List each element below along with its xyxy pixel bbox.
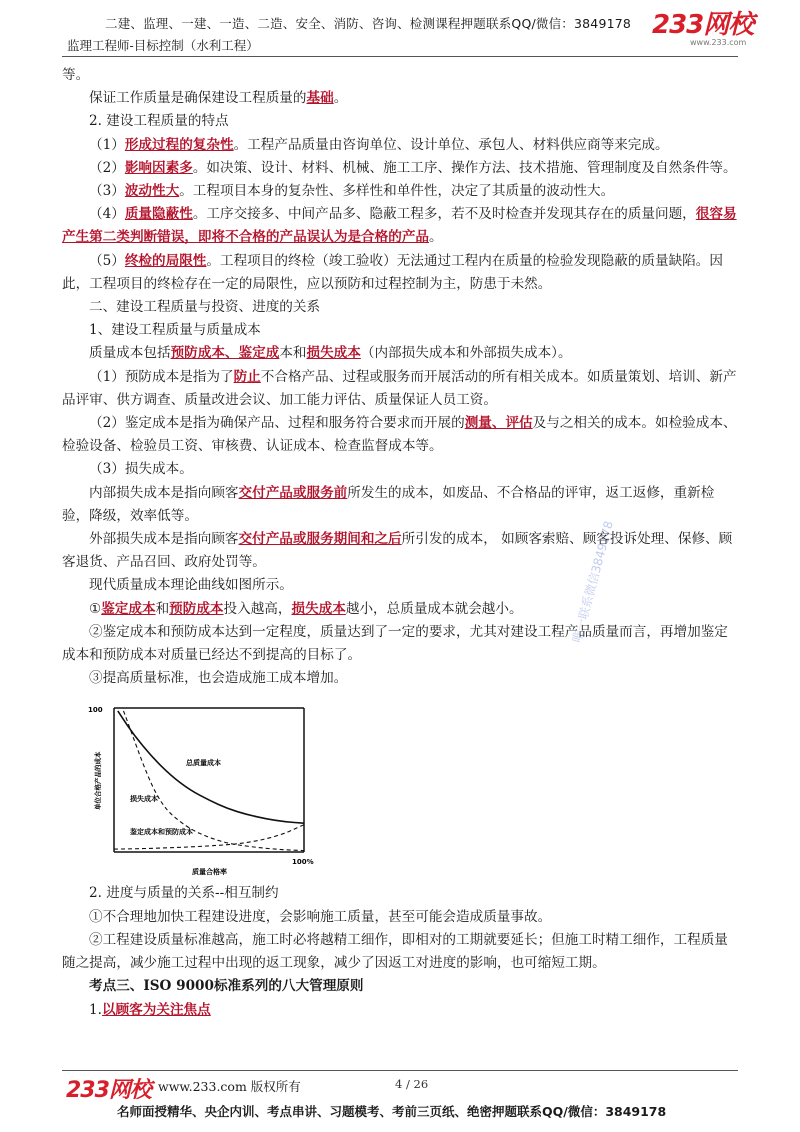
paragraph: ③提高质量标准，也会造成施工成本增加。 xyxy=(89,670,348,687)
paragraph: （2）鉴定成本是指为确保产品、过程和服务符合要求而开展的测量、评估及与之相关的成本。如检验成本、检验设备、检验员工资、审核费、认证成本、检查监督成本等。 xyxy=(62,415,737,455)
paragraph: （3）波动性大。工程项目本身的复杂性、多样性和单件性，决定了其质量的波动性大。 xyxy=(89,183,615,200)
paragraph: 内部损失成本是指向顾客交付产品或服务前所发生的成本，如废品、不合格品的评审，返工返修，重新检验，降级，效率低等。 xyxy=(62,484,715,524)
document-subtitle: 监理工程师-目标控制（水利工程） xyxy=(67,38,259,53)
paragraph: ②工程建设质量标准越高，施工时必将越精工细作，即相对的工期就要延长；但施工时精工细作，工程质量随之提高，减少施工过程中出现的返工现象，减少了因返工对进度的影响，也可缩短工期。 xyxy=(62,931,728,972)
section-heading: 考点三、ISO 9000标准系列的八大管理原则 xyxy=(89,978,364,995)
x-axis-label: 质量合格率 xyxy=(192,868,227,876)
key-term: 预防成本 xyxy=(169,600,224,617)
footer-logo[interactable]: 233网校 xyxy=(66,1078,151,1103)
paragraph: 1.以顾客为关注焦点 xyxy=(89,1001,211,1018)
paragraph: 现代质量成本理论曲线如图所示。 xyxy=(89,577,293,594)
footer-divider xyxy=(62,1070,738,1071)
key-term: 损失成本 xyxy=(291,600,346,617)
paragraph: （3）损失成本。 xyxy=(89,461,193,478)
key-term: 形成过程的复杂性 xyxy=(124,136,234,153)
key-term: 交付产品或服务前 xyxy=(238,484,348,501)
paragraph: （1）形成过程的复杂性。工程产品质量由咨询单位、设计单位、承包人、材料供应商等来完成。 xyxy=(89,136,669,153)
paragraph: 外部损失成本是指向顾客交付产品或服务期间和之后所引发的成本， 如顾客索赔、顾客投诉处理、保修、顾客退货、产品召回、政府处罚等。 xyxy=(62,531,733,571)
brand-logo-url: www.233.com xyxy=(690,38,747,47)
paragraph: 质量成本包括预防成本、鉴定成本和损失成本（内部损失成本和外部损失成本）。 xyxy=(89,345,572,362)
footer-contact-line: 名师面授精华、央企内训、考点串讲、习题模考、考前三页纸、绝密押题联系QQ/微信：3849178 xyxy=(117,1104,667,1119)
header-divider xyxy=(62,56,738,57)
key-term: 以顾客为关注焦点 xyxy=(101,1001,211,1018)
key-term: 防止 xyxy=(233,368,261,385)
y-axis-label: 单位合格产品的成本 xyxy=(94,751,102,810)
brand-logo[interactable]: 233网校 xyxy=(652,10,754,40)
paragraph: ②鉴定成本和预防成本达到一定程度，质量达到了一定的要求，尤其对建设工程产品质量而言，再增加鉴定成本和预防成本对质量已经达不到提高的目标了。 xyxy=(62,623,728,664)
curve-label-appraisal-prevention-cost: 鉴定成本和预防成本 xyxy=(130,828,193,836)
section-heading: 2. 建设工程质量的特点 xyxy=(89,113,229,130)
quality-cost-chart xyxy=(86,700,326,882)
paragraph: （4）质量隐蔽性。工序交接多、中间产品多、隐蔽工程多，若不及时检查并发现其存在的质量问题，很容易产生第二类判断错误，即将不合格的产品误认为是合格的产品。 xyxy=(62,206,737,246)
curve-label-total-cost: 总质量成本 xyxy=(186,759,221,767)
section-heading: 2. 进度与质量的关系--相互制约 xyxy=(89,885,279,902)
section-heading: 二、建设工程质量与投资、进度的关系 xyxy=(89,299,321,316)
key-term: 交付产品或服务期间和之后 xyxy=(238,531,402,548)
key-term: 鉴定成本 xyxy=(101,600,156,617)
paragraph: 等。 xyxy=(62,67,90,83)
y-tick-100: 100 xyxy=(88,706,103,714)
paragraph: ①不合理地加快工程建设进度，会影响施工质量，甚至可能会造成质量事故。 xyxy=(89,908,552,925)
header-contact-line: 二建、监理、一建、一造、二造、安全、消防、咨询、检测课程押题联系QQ/微信：3849178 xyxy=(105,16,632,31)
paragraph: ①鉴定成本和预防成本投入越高，损失成本越小，总质量成本就会越小。 xyxy=(89,600,523,617)
total-cost-curve xyxy=(118,711,304,823)
page-number: 4 / 26 xyxy=(395,1077,429,1091)
section-heading: 1、建设工程质量与质量成本 xyxy=(89,322,261,339)
key-term: 影响因素多 xyxy=(124,159,193,176)
key-term: 质量隐蔽性 xyxy=(124,206,193,223)
key-term: 基础 xyxy=(306,90,334,107)
key-term: 很容易产生第二类判断错误，即将不合格的产品误认为是合格的产品 xyxy=(62,206,737,246)
key-term: 终检的局限性 xyxy=(124,252,207,269)
x-tick-100pct: 100% xyxy=(292,858,314,866)
key-term: 测量、评估 xyxy=(464,415,533,432)
paragraph: （1）预防成本是指为了防止不合格产品、过程或服务而开展活动的所有相关成本。如质量策划、培训、新产品评审、供方调查、质量改进会议、加工能力评估、质量保证人员工资。 xyxy=(62,368,737,408)
paragraph: 保证工作质量是确保建设工程质量的基础。 xyxy=(89,90,348,107)
paragraph: （5）终检的局限性。工程项目的终检（竣工验收）无法通过工程内在质量的检验发现隐蔽的质量缺陷。因此，工程项目的终检存在一定的局限性，应以预防和过程控制为主，防患于未然。 xyxy=(62,252,723,292)
curve-label-loss-cost: 损失成本 xyxy=(130,795,158,803)
watermark: 唯一联系微信3849178 xyxy=(569,519,616,645)
footer-copyright: www.233.com 版权所有 xyxy=(158,1079,301,1094)
key-term: 预防成本、鉴定成 xyxy=(170,345,280,362)
key-term: 损失成本 xyxy=(306,345,361,362)
paragraph: （2）影响因素多。如决策、设计、材料、机械、施工工序、操作方法、技术措施、管理制度及自然条件等。 xyxy=(89,159,737,176)
key-term: 波动性大 xyxy=(124,183,180,200)
